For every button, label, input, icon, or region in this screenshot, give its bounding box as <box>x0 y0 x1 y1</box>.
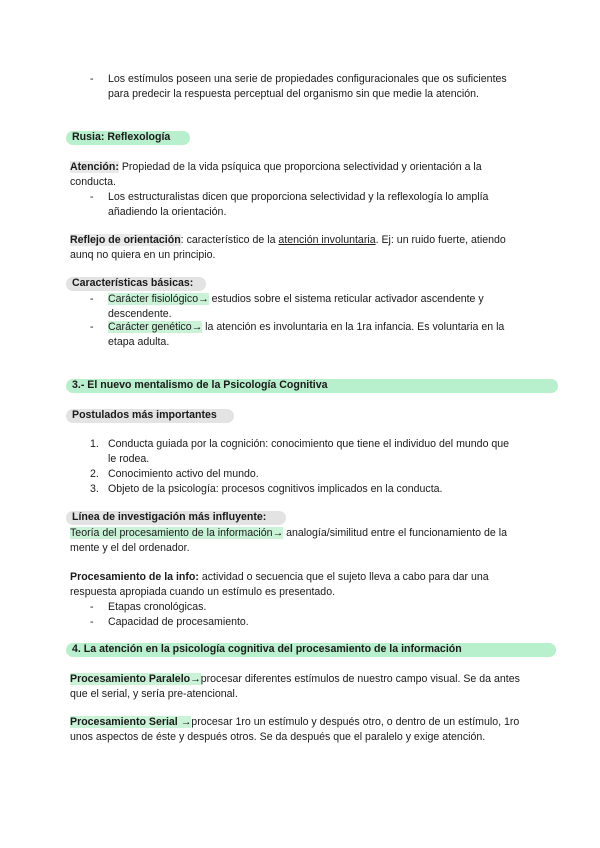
procesamiento-term: Procesamiento de la info: <box>70 571 199 583</box>
postulados-heading: Postulados más importantes <box>72 409 217 421</box>
section4-heading: 4. La atención en la psicología cognitiva del procesamiento de la información <box>72 643 462 655</box>
postulado-text: Conocimiento activo del mundo. <box>108 468 259 480</box>
intro-bullet-text: Los estímulos poseen una serie de propiedades configuracionales que os suficientes para predecir la respuesta perceptual del organismo sin que medie la atención. <box>108 73 507 100</box>
procesamiento-item <box>90 600 510 615</box>
caracteristicas-item <box>90 320 510 350</box>
atencion-definition: Propiedad de la vida psíquica que proporciona selectividad y orientación a la conducta. <box>70 161 482 188</box>
paralelo-paragraph <box>70 672 530 702</box>
caracteristicas-item <box>90 292 510 322</box>
rusia-heading: Rusia: Reflexología <box>72 131 171 143</box>
paralelo-arrow: → <box>190 673 201 685</box>
bullet-dash: - <box>90 601 94 613</box>
linea-paragraph <box>70 526 530 556</box>
reflejo-text-1: característico de la <box>183 234 279 246</box>
bullet-dash: - <box>90 293 94 305</box>
atencion-term: Atención: <box>70 161 119 173</box>
bullet-dash: - <box>90 73 94 85</box>
bullet-dash: - <box>90 616 94 628</box>
caracteristicas-heading: Características básicas: <box>72 277 194 289</box>
serial-term: Procesamiento Serial <box>70 716 181 728</box>
linea-heading: Línea de investigación más influyente: <box>72 511 267 523</box>
postulado-number: 3. <box>90 483 99 495</box>
postulado-number: 1. <box>90 438 99 450</box>
linea-highlight: Teoría del procesamiento de la información→ <box>70 527 284 539</box>
caracteristicas-item-text: la atención es involuntaria en la 1ra infancia. Es voluntaria en la etapa adulta. <box>108 321 505 348</box>
section3-heading: 3.- El nuevo mentalismo de la Psicología Cognitiva <box>72 379 328 391</box>
serial-arrow: → <box>180 716 192 728</box>
atencion-paragraph <box>70 160 530 190</box>
reflejo-colon: : <box>180 234 184 246</box>
procesamiento-text: actividad o secuencia que el sujeto lleva a cabo para dar una respuesta apropiada cuando un estímulo es presentado. <box>70 571 489 598</box>
procesamiento-item <box>90 615 510 630</box>
postulado-item <box>90 467 520 482</box>
paralelo-text: procesar diferentes estímulos de nuestro campo visual. Se da antes que el serial, y sería pre-atencional. <box>70 673 520 700</box>
reflejo-underlined: atención involuntaria <box>278 234 376 246</box>
procesamiento-item-text: Capacidad de procesamiento. <box>108 616 249 628</box>
postulado-number: 2. <box>90 468 99 480</box>
caracteristicas-item-highlight: Carácter fisiológico→ <box>108 293 209 305</box>
postulado-item <box>90 482 520 497</box>
procesamiento-item-text: Etapas cronológicas. <box>108 601 207 613</box>
reflejo-paragraph <box>70 233 530 263</box>
reflejo-term: Reflejo de orientación <box>70 234 181 246</box>
intro-bullet <box>90 72 510 102</box>
paralelo-term: Procesamiento Paralelo <box>70 673 191 685</box>
postulado-text: Objeto de la psicología: procesos cognitivos implicados en la conducta. <box>108 483 443 495</box>
linea-text: analogía/similitud entre el funcionamiento de la mente y el del ordenador. <box>70 527 507 554</box>
reflejo-text-2: . Ej: un ruido fuerte, atiendo aunq no quiera en un principio. <box>70 234 506 261</box>
bullet-dash: - <box>90 191 94 203</box>
atencion-bullet <box>90 190 510 220</box>
postulado-item <box>90 437 520 467</box>
procesamiento-paragraph <box>70 570 530 600</box>
serial-paragraph <box>70 715 530 745</box>
caracteristicas-item-text: estudios sobre el sistema reticular activador ascendente y descendente. <box>108 293 484 320</box>
bullet-dash: - <box>90 321 94 333</box>
serial-text: procesar 1ro un estímulo y después otro, o dentro de un estímulo, 1ro unos aspectos de éste y después otros. Se da después que el paralelo y exige atención. <box>70 716 520 743</box>
atencion-bullet-text: Los estructuralistas dicen que proporciona selectividad y la reflexología lo amplía añadiendo la orientación. <box>108 191 489 218</box>
caracteristicas-item-highlight: Carácter genético→ <box>108 321 203 333</box>
postulado-text: Conducta guiada por la cognición: conocimiento que tiene el individuo del mundo que le rodea. <box>108 438 510 465</box>
